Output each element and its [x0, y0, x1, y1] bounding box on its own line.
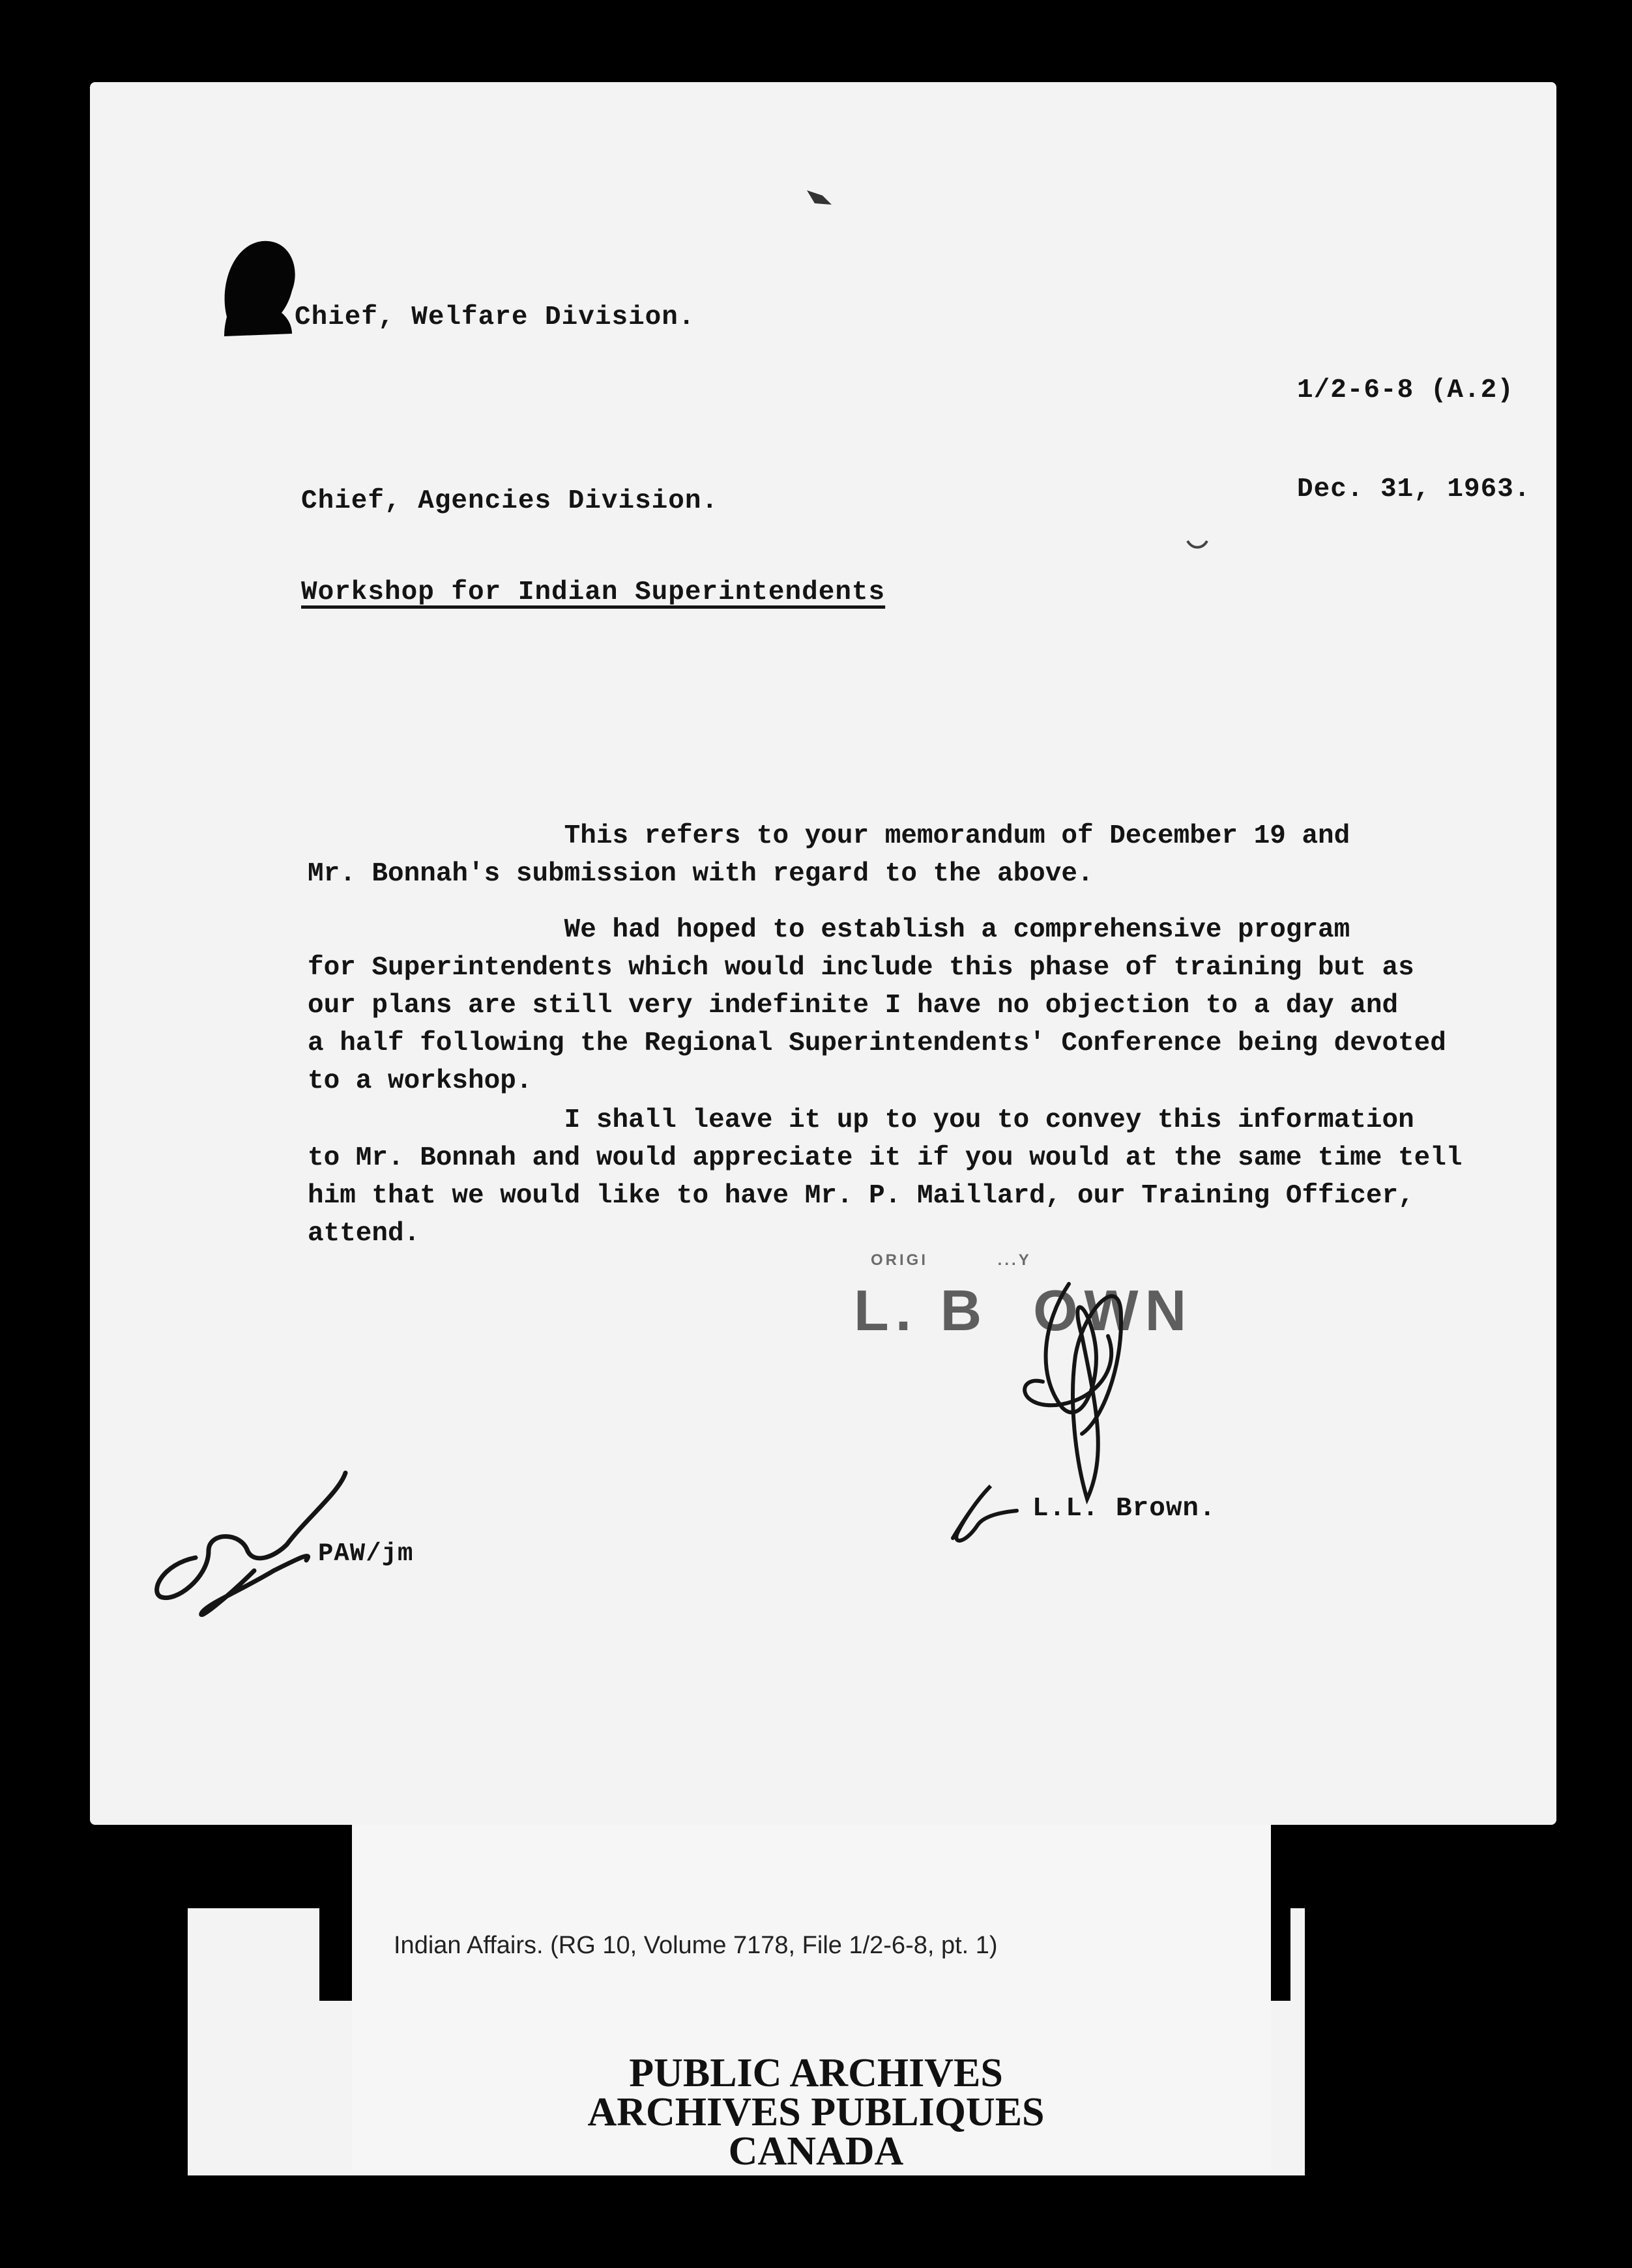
label-notch-left — [319, 1903, 352, 2001]
archive-name-fr: ARCHIVES PUBLIQUES — [587, 2090, 1045, 2134]
memo-to: Chief, Welfare Division. — [295, 302, 695, 332]
file-number: 1/2-6-8 (A.2) — [1297, 375, 1514, 405]
paragraph-3: I shall leave it up to you to convey this information to Mr. Bonnah and would appreciate it if you would at the same time tell him that we would like to have Mr. P. Maillard, our Training Officer, attend. — [308, 1105, 1463, 1249]
punch-mark — [224, 241, 295, 336]
typist-initials: PAW/jm — [318, 1539, 414, 1568]
per-mark — [953, 1486, 1017, 1541]
memo-date: Dec. 31, 1963. — [1297, 474, 1531, 504]
stamp-name: L. B OWN — [854, 1278, 1193, 1343]
memo-from: Chief, Agencies Division. — [301, 486, 719, 516]
signature-line: L.L. Brown. — [1032, 1494, 1216, 1524]
archive-name-en: PUBLIC ARCHIVES — [629, 2051, 1003, 2095]
archive-reference: Indian Affairs. (RG 10, Volume 7178, File 1/2-6-8, pt. 1) — [394, 1932, 998, 1959]
signature-scrawl — [1025, 1284, 1121, 1499]
speck — [1188, 541, 1207, 547]
paragraph-1: This refers to your memorandum of December 19 and Mr. Bonnah's submission with regard to the above. — [308, 821, 1350, 889]
stamp-small-text: ORIGI ...Y — [871, 1251, 1032, 1269]
initials-scrawl — [157, 1473, 345, 1615]
memo-subject: Workshop for Indian Superintendents — [301, 577, 886, 607]
label-notch-right — [1271, 1903, 1290, 2001]
speck — [807, 190, 832, 205]
archive-country: CANADA — [728, 2129, 904, 2174]
paragraph-2: We had hoped to establish a comprehensive program for Superintendents which would include this phase of training but as our plans are still very indefinite I have no objection to a day and a half following the Regional Superintendents' Conference being devoted to a workshop. — [308, 915, 1446, 1096]
